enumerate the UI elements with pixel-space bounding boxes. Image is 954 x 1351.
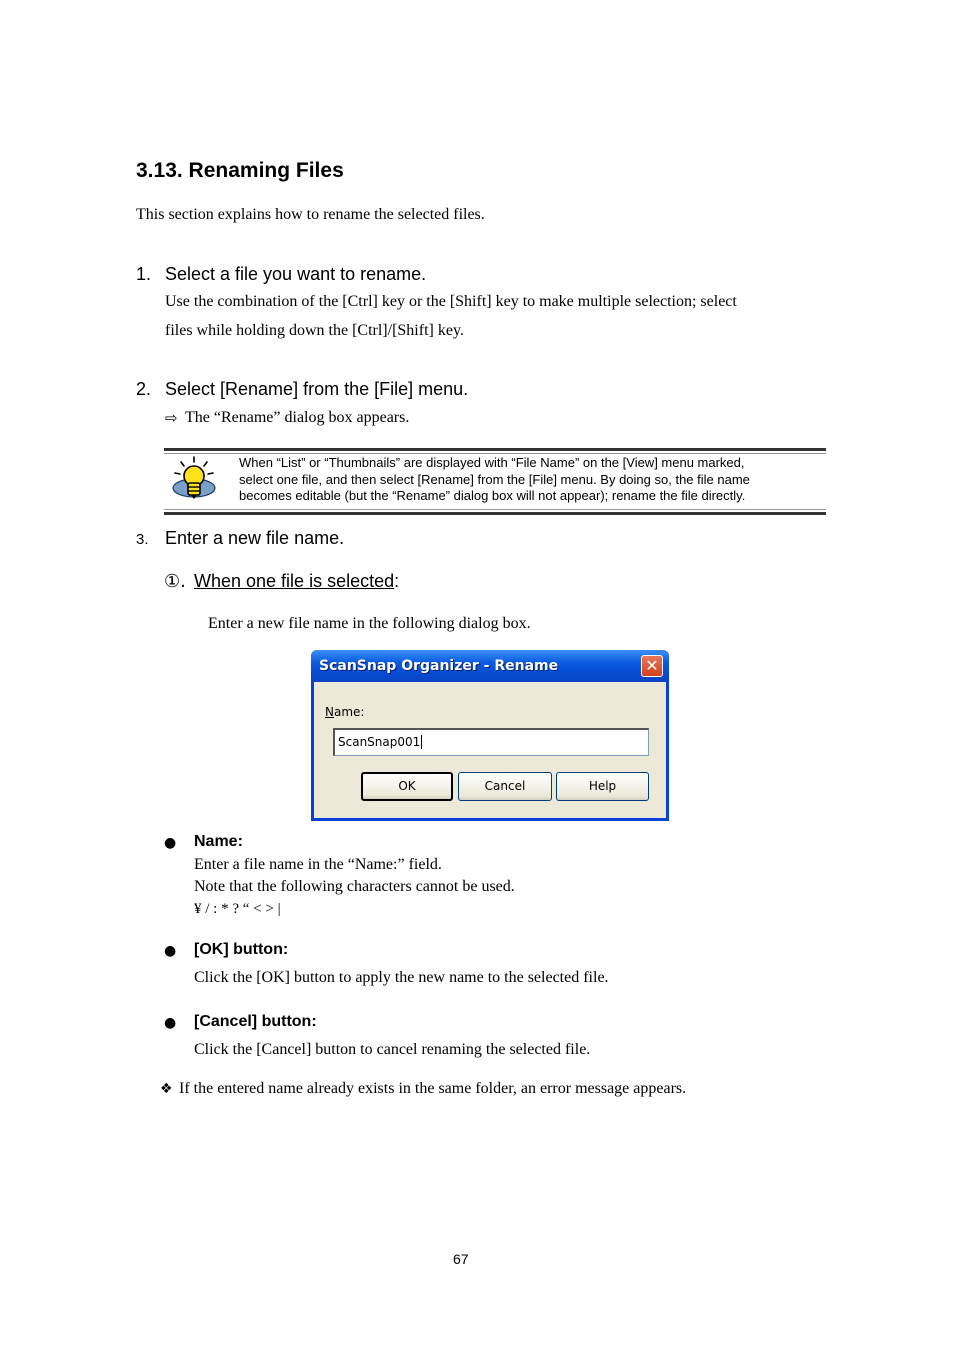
- note-text: If the entered name already exists in the same folder, an error message appears.: [179, 1080, 687, 1097]
- step-1-body-line-1: Use the combination of the [Ctrl] key or the [Shift] key to make multiple selection; select: [165, 293, 737, 310]
- rename-dialog: [311, 650, 669, 821]
- step-3-title: Enter a new file name.: [165, 528, 345, 548]
- step-1-body-line-2: files while holding down the [Ctrl]/[Shift] key.: [165, 322, 464, 339]
- dialog-close-button[interactable]: ✕: [641, 655, 663, 677]
- ok-button[interactable]: OK: [361, 772, 453, 801]
- tip-line-1: When “List” or “Thumbnails” are displayed with “File Name” on the [View] menu marked,: [239, 455, 745, 470]
- bullet-cancel-title: [Cancel] button:: [194, 1013, 317, 1030]
- tip-line-3: becomes editable (but the “Rename” dialog box will not appear); rename the file directly.: [239, 488, 746, 503]
- bullet-ok-line-1: Click the [OK] button to apply the new name to the selected file.: [194, 969, 609, 986]
- step-2-title: Select [Rename] from the [File] menu.: [165, 379, 469, 399]
- bullet-marker: ●: [164, 943, 177, 959]
- name-label: Name:: [325, 705, 365, 719]
- tip-line-2: select one file, and then select [Rename] from the [File] menu. By doing so, the file name: [239, 471, 750, 487]
- lightbulb-icon: [170, 455, 218, 503]
- substep-instruction: Enter a new file name in the following dialog box.: [208, 615, 531, 632]
- step-2-result: The “Rename” dialog box appears.: [185, 409, 410, 426]
- bullet-ok-title: [OK] button:: [194, 941, 289, 958]
- step-1-number: 1.: [136, 264, 152, 284]
- bullet-cancel-line-1: Click the [Cancel] button to cancel renaming the selected file.: [194, 1041, 591, 1058]
- bullet-name-line-2: Note that the following characters cannot be used.: [194, 878, 515, 895]
- note-marker-icon: ❖: [160, 1081, 173, 1097]
- result-arrow-icon: ⇨: [165, 409, 178, 427]
- dialog-title: ScanSnap Organizer - Rename: [319, 658, 559, 674]
- section-title: 3.13. Renaming Files: [136, 159, 344, 182]
- step-3-number: 3.: [136, 531, 149, 548]
- bullet-name-title: Name:: [194, 833, 243, 850]
- help-button[interactable]: Help: [556, 772, 649, 801]
- dialog-titlebar: [311, 650, 669, 682]
- substep-title: When one file is selected: [194, 571, 395, 591]
- page-number: 67: [453, 1251, 469, 1267]
- intro-text: This section explains how to rename the selected files.: [136, 206, 485, 223]
- bullet-name-line-1: Enter a file name in the “Name:” field.: [194, 856, 442, 873]
- substep-marker: ①.: [164, 571, 186, 592]
- tip-text: [239, 455, 819, 505]
- tip-box: [164, 448, 826, 515]
- bullet-marker: ●: [164, 835, 177, 851]
- bullet-marker: ●: [164, 1015, 177, 1031]
- step-2-number: 2.: [136, 379, 152, 399]
- step-1-title: Select a file you want to rename.: [165, 264, 427, 284]
- forbidden-characters: ¥ / : * ? “ < > |: [194, 901, 281, 917]
- cancel-button[interactable]: Cancel: [458, 772, 552, 801]
- name-input[interactable]: ScanSnap001: [333, 728, 649, 756]
- substep-colon: :: [394, 571, 400, 591]
